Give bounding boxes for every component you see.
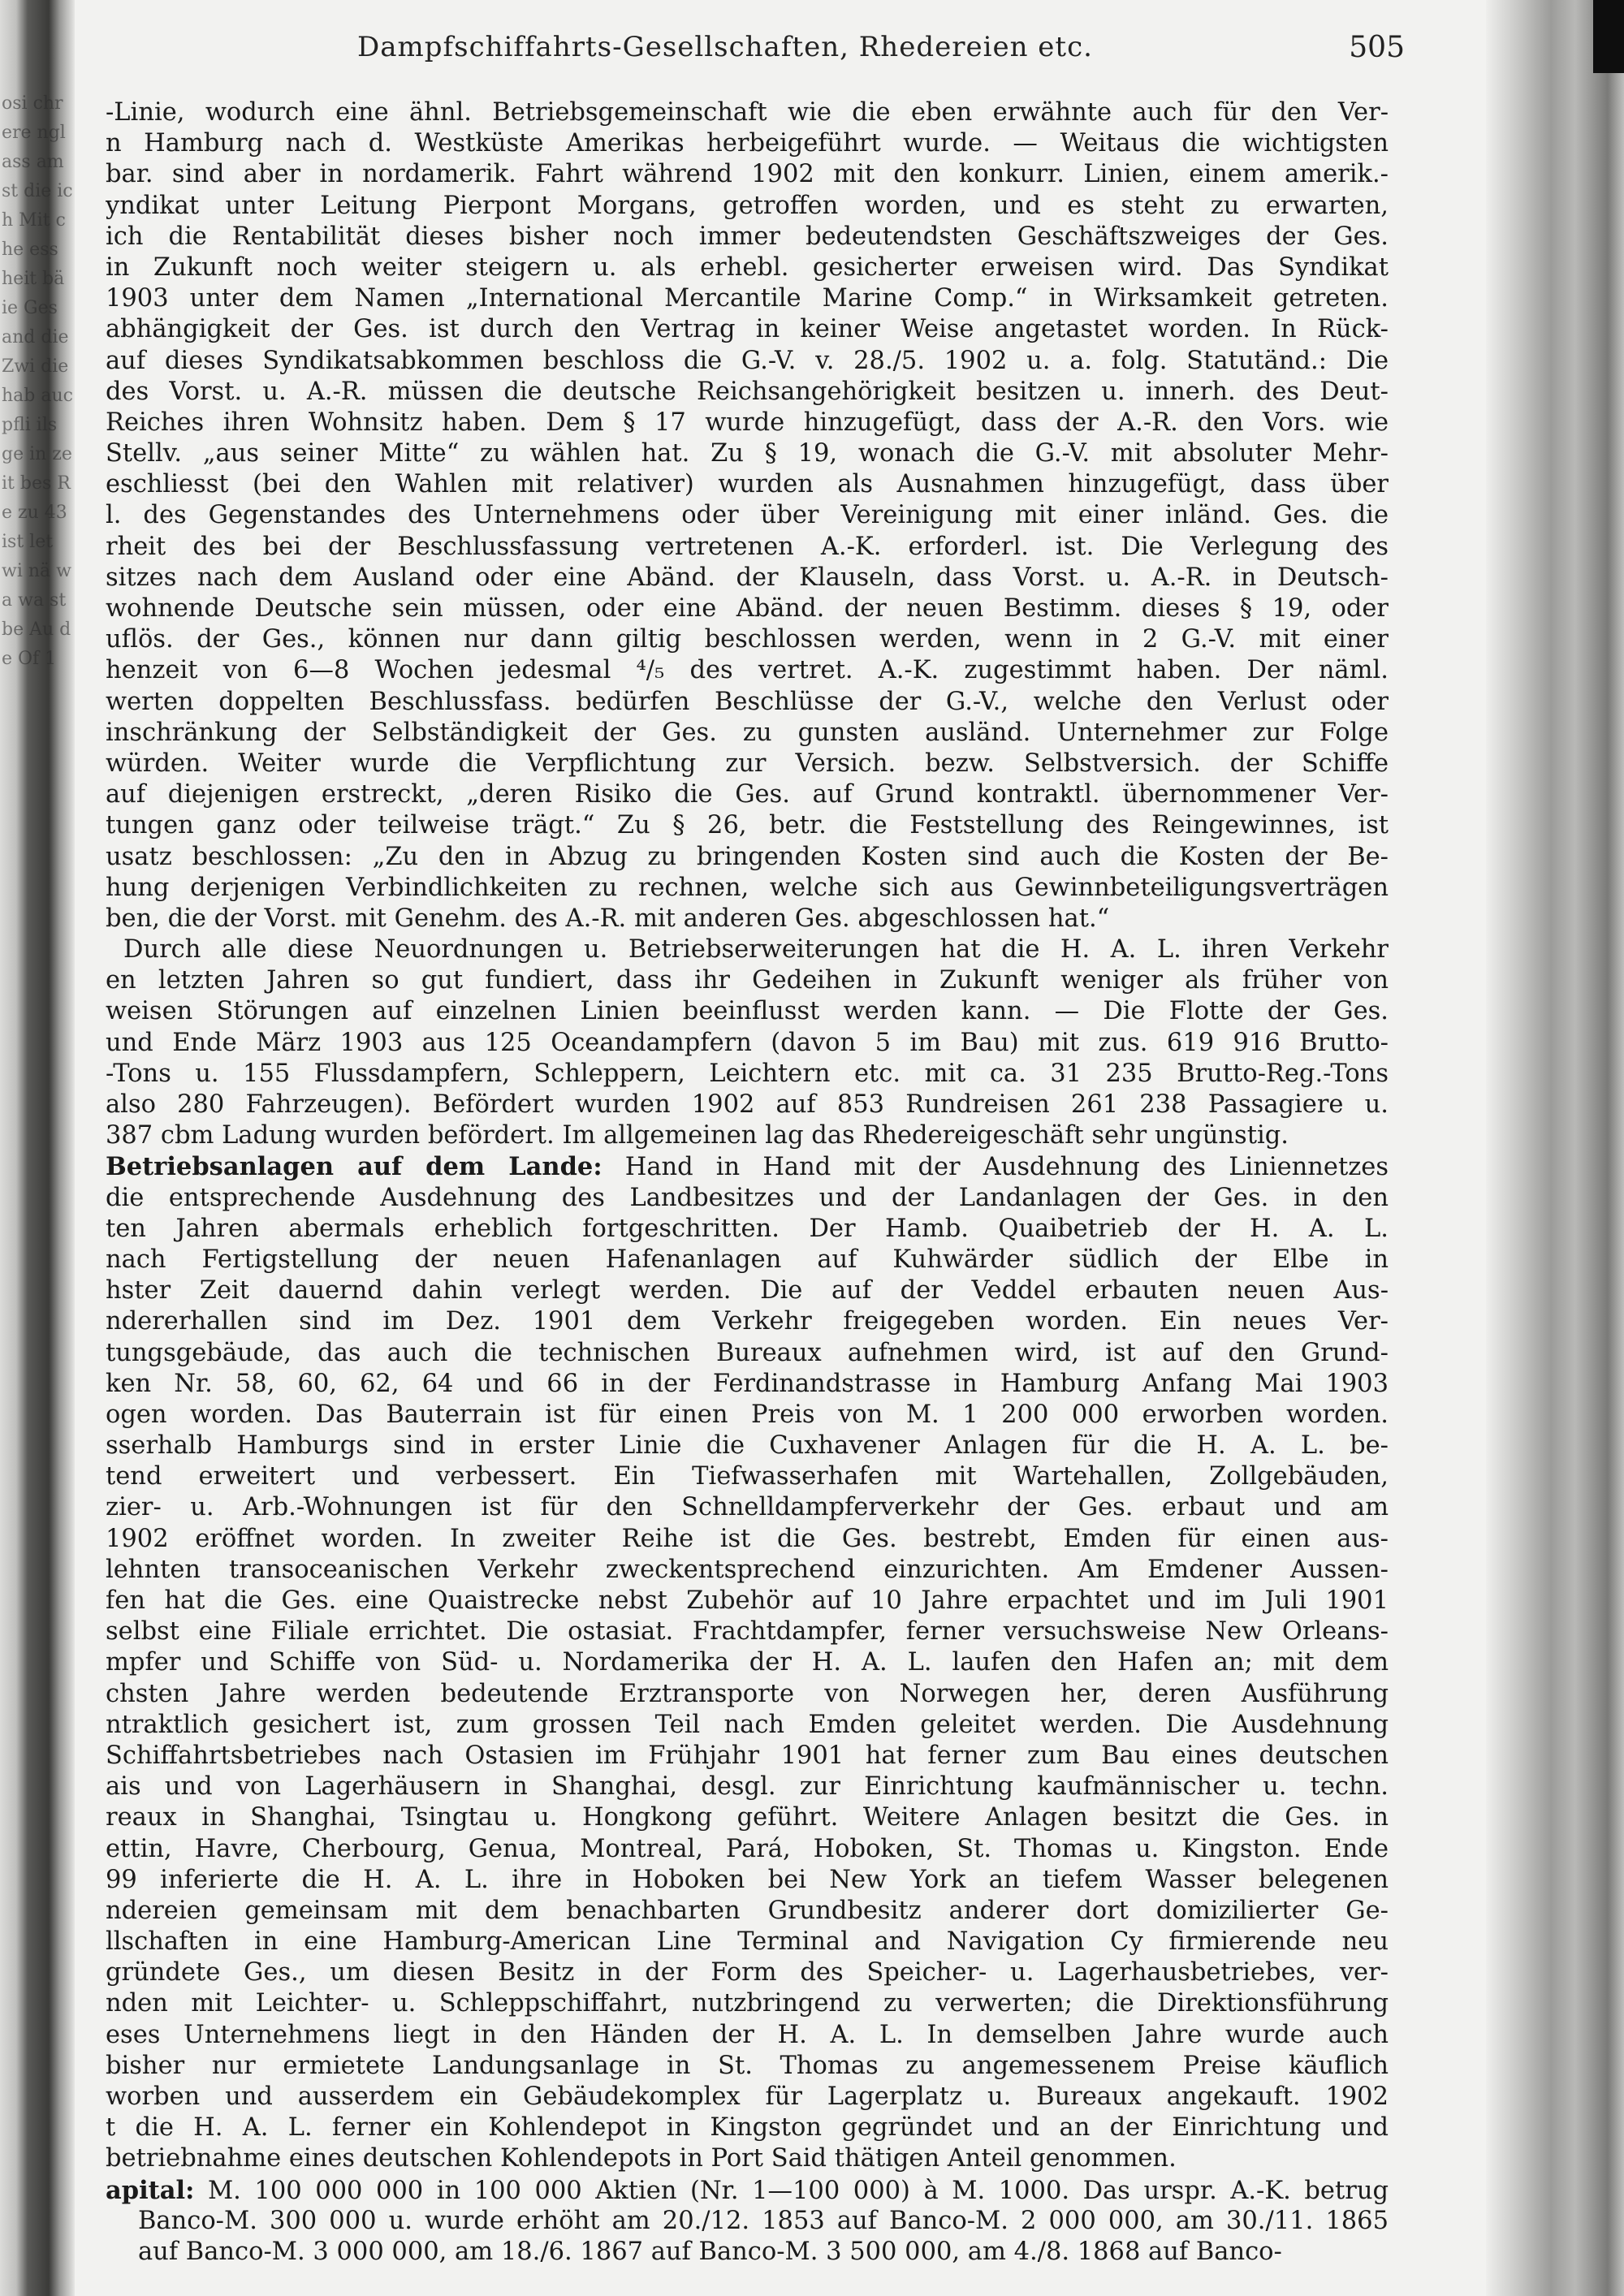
left-margin-fragments: osi chr ere ngl ass am st die ich Mit che ess heit bä ie Ges and die Zwi die hab auc pfli ils ge in zeit bes Re zu 43 ist let wi nä wa wa st be Au de Of 1 [2,93,73,669]
text-line: werten doppelten Beschlussfass. bedürfen Beschlüsse der G.-V., welche den Verlust oder [106,687,1389,716]
text-line: ais und von Lagerhäusern in Shanghai, desgl. zur Einrichtung kaufmännischer u. techn. [106,1772,1389,1802]
text-line: worben und ausserdem ein Gebäudekomplex für Lagerplatz u. Bureaux angekauft. 1902 [106,2082,1389,2111]
text-line: in Zukunft noch weiter steigern u. als erhebl. gesicherter erweisen wird. Das Syndikat [106,252,1389,282]
text-line: nach Fertigstellung der neuen Hafenanlagen auf Kuhwärder südlich der Elbe in [106,1245,1389,1274]
text-line: ntraktlich gesichert ist, zum grossen Teil nach Emden geleitet werden. Die Ausdehnung [106,1710,1389,1739]
text-line: ndereien gemeinsam mit dem benachbarten Grundbesitz anderer dort domizilierter Ge- [106,1896,1389,1925]
section-heading: apital: [106,2175,195,2205]
text-line: n Hamburg nach d. Westküste Amerikas herbeigeführt wurde. — Weitaus die wichtigsten [106,129,1389,158]
right-page-edge [1486,0,1624,2296]
text-line: tungen ganz oder teilweise trägt.“ Zu § 26, betr. die Feststellung des Reingewinnes, ist [106,811,1389,840]
text-line: nden mit Leichter- u. Schleppschiffahrt, nutzbringend zu verwerten; die Direktionsführung [106,1989,1389,2018]
right-corner-shadow [1593,0,1624,73]
text-line: mpfer und Schiffe von Süd- u. Nordamerika der H. A. L. laufen den Hafen an; mit dem [106,1648,1389,1677]
text-line: l. des Gegenstandes des Unternehmens oder über Vereinigung mit einer inländ. Ges. die [106,501,1389,530]
text-line: also 280 Fahrzeugen). Befördert wurden 1902 auf 853 Rundreisen 261 238 Passagiere u. [106,1090,1389,1119]
text-line: Reiches ihren Wohnsitz haben. Dem § 17 wurde hinzugefügt, dass der A.-R. den Vors. wie [106,408,1389,437]
text-line: t die H. A. L. ferner ein Kohlendepot in Kingston gegründet und an der Einrichtung und [106,2113,1389,2143]
text-line: würden. Weiter wurde die Verpflichtung zur Versich. bezw. Selbstversich. der Schiffe [106,749,1389,778]
text-line: ogen worden. Das Bauterrain ist für einen Preis von M. 1 200 000 erworben worden. [106,1400,1389,1429]
text-line: und Ende März 1903 aus 125 Oceandampfern (davon 5 im Bau) mit zus. 619 916 Brutto- [106,1028,1389,1057]
text-line: en letzten Jahren so gut fundiert, dass ihr Gedeihen in Zukunft weniger als früher von [106,966,1389,995]
text-line: eschliesst (bei den Wahlen mit relativer) wurden als Ausnahmen hinzugefügt, dass über [106,470,1389,499]
text-line: 99 inferierte die H. A. L. ihre in Hoboken bei New York an tiefem Wasser belegenen [106,1865,1389,1894]
text-line: ben, die der Vorst. mit Genehm. des A.-R. mit anderen Ges. abgeschlossen hat.“ [106,904,1110,933]
text-line: auf Banco-M. 3 000 000, am 18./6. 1867 auf Banco-M. 3 500 000, am 4./8. 1868 auf Banco- [138,2237,1282,2266]
text-line: 387 cbm Ladung wurden befördert. Im allgemeinen lag das Rhedereigeschäft sehr ungünstig. [106,1121,1289,1150]
text-line: bisher nur ermietete Landungsanlage in St. Thomas zu angemessenem Preise käuflich [106,2051,1389,2080]
text-line: wohnende Deutsche sein müssen, oder eine Abänd. der neuen Bestimm. dieses § 19, oder [106,594,1389,623]
text-line: tungsgebäude, das auch die technischen Bureaux aufnehmen wird, ist auf den Grund- [106,1338,1389,1367]
text-line: apital: M. 100 000 000 in 100 000 Aktien (Nr. 1—100 000) à M. 1000. Das urspr. A.-K. betrug [106,2175,1389,2205]
text-line: Banco-M. 300 000 u. wurde erhöht am 20./12. 1853 auf Banco-M. 2 000 000, am 30./11. 1865 [138,2206,1389,2235]
text-line: uflös. der Ges., können nur dann giltig beschlossen werden, wenn in 2 G.-V. mit einer [106,625,1389,654]
body-text [106,97,1389,2268]
text-line: rheit des bei der Beschlussfassung vertretenen A.-K. erforderl. ist. Die Verlegung des [106,532,1389,561]
text-line: sitzes nach dem Ausland oder eine Abänd. der Klauseln, dass Vorst. u. A.-R. in Deutsch- [106,563,1389,592]
text-line: Schiffahrtsbetriebes nach Ostasien im Frühjahr 1901 hat ferner zum Bau eines deutschen [106,1741,1389,1770]
text-line: bar. sind aber in nordamerik. Fahrt während 1902 mit den konkurr. Linien, einem amerik.- [106,160,1389,189]
text-line: inschränkung der Selbständigkeit der Ges. zu gunsten ausländ. Unternehmer zur Folge [106,718,1389,747]
text-line: yndikat unter Leitung Pierpont Morgans, getroffen worden, und es steht zu erwarten, [106,191,1389,220]
text-line: henzeit von 6—8 Wochen jedesmal ⁴/₅ des vertret. A.-K. zugestimmt haben. Der näml. [106,656,1389,685]
section-heading: Betriebsanlagen auf dem Lande: [106,1152,603,1182]
text-line: auf diejenigen erstreckt, „deren Risiko die Ges. auf Grund kontraktl. übernommener Ver- [106,780,1389,809]
text-line: ich die Rentabilität dieses bisher noch immer bedeutendsten Geschäftszweiges der Ges. [106,222,1389,251]
page-header [89,31,1405,71]
text-line: auf dieses Syndikatsabkommen beschloss die G.-V. v. 28./5. 1902 u. a. folg. Statutänd.: Die [106,346,1389,375]
text-line: des Vorst. u. A.-R. müssen die deutsche Reichsangehörigkeit besitzen u. innerh. des Deut- [106,377,1389,406]
text-line: eses Unternehmens liegt in den Händen der H. A. L. In demselben Jahre wurde auch [106,2020,1389,2049]
text-line: betriebnahme eines deutschen Kohlendepots in Port Said thätigen Anteil genommen. [106,2144,1177,2173]
text-line: Durch alle diese Neuordnungen u. Betriebserweiterungen hat die H. A. L. ihren Verkehr [123,935,1389,965]
text-line: -Tons u. 155 Flussdampfern, Schleppern, Leichtern etc. mit ca. 31 235 Brutto-Reg.-Tons [106,1059,1389,1088]
text-line: abhängigkeit der Ges. ist durch den Vertrag in keiner Weise angetastet worden. In Rück- [106,315,1389,344]
text-line: reaux in Shanghai, Tsingtau u. Hongkong geführt. Weitere Anlagen besitzt die Ges. in [106,1803,1389,1832]
text-line: usatz beschlossen: „Zu den in Abzug zu bringenden Kosten sind auch die Kosten der Be- [106,842,1389,871]
text-line: ken Nr. 58, 60, 62, 64 und 66 in der Ferdinandstrasse in Hamburg Anfang Mai 1903 [106,1369,1389,1398]
text-line: 1903 unter dem Namen „International Mercantile Marine Comp.“ in Wirksamkeit getreten. [106,284,1389,313]
text-line: chsten Jahre werden bedeutende Erztransporte von Norwegen her, deren Ausführung [106,1679,1389,1708]
text-line: hung derjenigen Verbindlichkeiten zu rechnen, welche sich aus Gewinnbeteiligungsverträgen [106,873,1389,902]
running-head: Dampfschiffahrts-Gesellschaften, Rhedereien etc. [357,31,1093,63]
text-line: Stellv. „aus seiner Mitte“ zu wählen hat. Zu § 19, wonach die G.-V. mit absoluter Mehr- [106,439,1389,468]
text-line: die entsprechende Ausdehnung des Landbesitzes und der Landanlagen der Ges. in den [106,1183,1389,1212]
text-line: gründete Ges., um diesen Besitz in der Form des Speicher- u. Lagerhausbetriebes, ver- [106,1958,1389,1987]
text-line: llschaften in eine Hamburg-American Line Terminal and Navigation Cy firmierende neu [106,1927,1389,1957]
text-line: -Linie, wodurch eine ähnl. Betriebsgemeinschaft wie die eben erwähnte auch für den Ver- [106,98,1389,127]
text-line: ettin, Havre, Cherbourg, Genua, Montreal, Pará, Hoboken, St. Thomas u. Kingston. Ende [106,1834,1389,1863]
document-page [89,16,1405,2281]
text-line: lehnten transoceanischen Verkehr zweckentsprechend einzurichten. Am Emdener Aussen- [106,1555,1389,1584]
text-line: zier- u. Arb.-Wohnungen ist für den Schnelldampferverkehr der Ges. erbaut und am [106,1493,1389,1522]
text-line: selbst eine Filiale errichtet. Die ostasiat. Frachtdampfer, ferner versuchsweise New Orleans- [106,1617,1389,1646]
page-number: 505 [1349,31,1405,64]
text-line: ndererhallen sind im Dez. 1901 dem Verkehr freigegeben worden. Ein neues Ver- [106,1307,1389,1336]
text-line: tend erweitert und verbessert. Ein Tiefwasserhafen mit Wartehallen, Zollgebäuden, [106,1462,1389,1491]
text-line: fen hat die Ges. eine Quaistrecke nebst Zubehör auf 10 Jahre erpachtet und im Juli 1901 [106,1586,1389,1615]
text-line: hster Zeit dauernd dahin verlegt werden. Die auf der Veddel erbauten neuen Aus- [106,1276,1389,1306]
text-line: weisen Störungen auf einzelnen Linien beeinflusst werden kann. — Die Flotte der Ges. [106,997,1389,1026]
text-line: ten Jahren abermals erheblich fortgeschritten. Der Hamb. Quaibetrieb der H. A. L. [106,1214,1389,1243]
left-binding-shadow [0,0,75,2296]
text-line: sserhalb Hamburgs sind in erster Linie die Cuxhavener Anlagen für die H. A. L. be- [106,1431,1389,1461]
text-line: Betriebsanlagen auf dem Lande: Hand in Hand mit der Ausdehnung des Liniennetzes [106,1152,1389,1182]
text-line: 1902 eröffnet worden. In zweiter Reihe ist die Ges. bestrebt, Emden für einen aus- [106,1524,1389,1553]
